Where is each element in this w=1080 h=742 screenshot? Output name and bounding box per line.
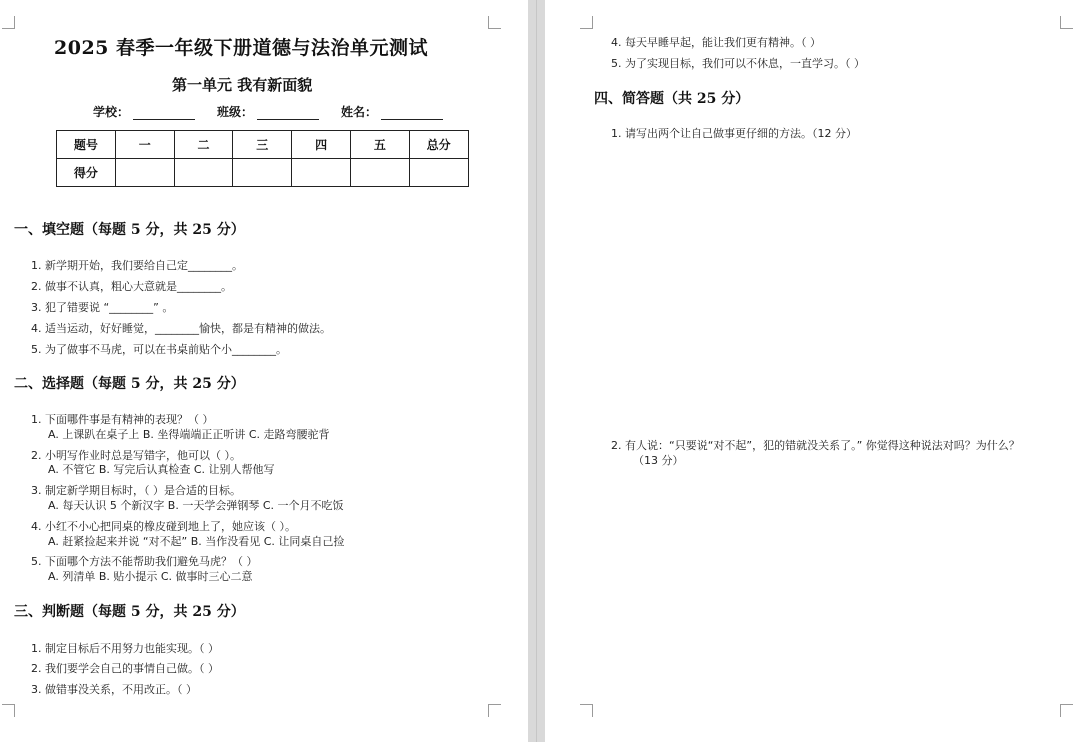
score-cell (233, 159, 292, 187)
fill-in-question: 2. 做事不认真，粗心大意就是________。 (31, 280, 232, 293)
score-header-cell: 二 (174, 131, 233, 159)
school-blank (133, 107, 195, 120)
margin-corner-bottom-right (1060, 704, 1073, 717)
score-cell (409, 159, 468, 187)
choice-question: 2. 小明写作业时总是写错字，他可以（ ）。 (31, 449, 241, 462)
gap-divider (536, 0, 537, 742)
score-cell (174, 159, 233, 187)
class-blank (257, 107, 319, 120)
section-fill-in-title: 一、填空题（每题 5 分，共 25 分） (14, 222, 245, 238)
choice-options: A. 上课趴在桌子上 B. 坐得端端正正听讲 C. 走路弯腰驼背 (48, 428, 330, 441)
true-false-question: 4. 每天早睡早起，能让我们更有精神。（ ） (611, 36, 821, 49)
margin-corner-top-right (488, 16, 501, 29)
document-page-1 (0, 0, 528, 742)
true-false-question: 3. 做错事没关系，不用改正。（ ） (31, 683, 197, 696)
choice-options: A. 列清单 B. 贴小提示 C. 做事时三心二意 (48, 570, 253, 583)
score-header-cell: 题号 (57, 131, 116, 159)
score-header-cell: 四 (292, 131, 351, 159)
choice-question: 1. 下面哪件事是有精神的表现？（ ） (31, 413, 214, 426)
score-row-label: 得分 (57, 159, 116, 187)
score-header-cell: 总分 (409, 131, 468, 159)
choice-question: 4. 小红不小心把同桌的橡皮碰到地上了，她应该（ ）。 (31, 520, 296, 533)
student-info-row (93, 103, 443, 120)
name-label: 姓名： (341, 105, 378, 119)
unit-title: 第一单元 我有新面貌 (172, 76, 313, 94)
fill-in-question: 5. 为了做事不马虎，可以在书桌前贴个小________。 (31, 343, 287, 356)
score-cell (115, 159, 174, 187)
margin-corner-top-left (580, 16, 593, 29)
class-label: 班级： (217, 105, 254, 119)
score-cell (350, 159, 409, 187)
fill-in-question: 3. 犯了错要说 “________” 。 (31, 301, 174, 314)
margin-corner-top-right (1060, 16, 1073, 29)
score-header-cell: 三 (233, 131, 292, 159)
section-true-false-title: 三、判断题（每题 5 分，共 25 分） (14, 604, 245, 620)
score-table-header-row (57, 131, 469, 159)
choice-question: 3. 制定新学期目标时，（ ）是合适的目标。 (31, 484, 241, 497)
score-header-cell: 一 (115, 131, 174, 159)
true-false-question: 1. 制定目标后不用努力也能实现。（ ） (31, 642, 219, 655)
score-cell (292, 159, 351, 187)
fill-in-question: 4. 适当运动，好好睡觉，________愉快，都是有精神的做法。 (31, 322, 331, 335)
school-label: 学校： (93, 105, 130, 119)
score-header-cell: 五 (350, 131, 409, 159)
margin-corner-bottom-left (580, 704, 593, 717)
short-answer-question: 1. 请写出两个让自己做事更仔细的方法。（12 分） (611, 127, 857, 140)
margin-corner-top-left (2, 16, 15, 29)
score-table (56, 130, 469, 187)
choice-options: A. 每天认识 5 个新汉字 B. 一天学会弹钢琴 C. 一个月不吃饭 (48, 499, 344, 512)
score-table-score-row (57, 159, 469, 187)
choice-options: A. 赶紧捡起来并说 “对不起” B. 当作没看见 C. 让同桌自己捡 (48, 535, 345, 548)
exam-title: 2025 春季一年级下册道德与法治单元测试 (54, 37, 428, 59)
short-answer-points: （13 分） (633, 454, 684, 467)
document-page-2 (545, 0, 1080, 742)
margin-corner-bottom-right (488, 704, 501, 717)
fill-in-question: 1. 新学期开始，我们要给自己定________。 (31, 259, 243, 272)
true-false-question: 2. 我们要学会自己的事情自己做。（ ） (31, 662, 219, 675)
name-blank (381, 107, 443, 120)
choice-options: A. 不管它 B. 写完后认真检查 C. 让别人帮他写 (48, 463, 275, 476)
margin-corner-bottom-left (2, 704, 15, 717)
short-answer-question: 2. 有人说：“只要说“对不起”，犯的错就没关系了。” 你觉得这种说法对吗？为什么？ (611, 439, 1020, 452)
section-choice-title: 二、选择题（每题 5 分，共 25 分） (14, 376, 245, 392)
section-short-answer-title: 四、简答题（共 25 分） (594, 91, 750, 107)
true-false-question: 5. 为了实现目标，我们可以不休息，一直学习。（ ） (611, 57, 865, 70)
choice-question: 5. 下面哪个方法不能帮助我们避免马虎？（ ） (31, 555, 258, 568)
